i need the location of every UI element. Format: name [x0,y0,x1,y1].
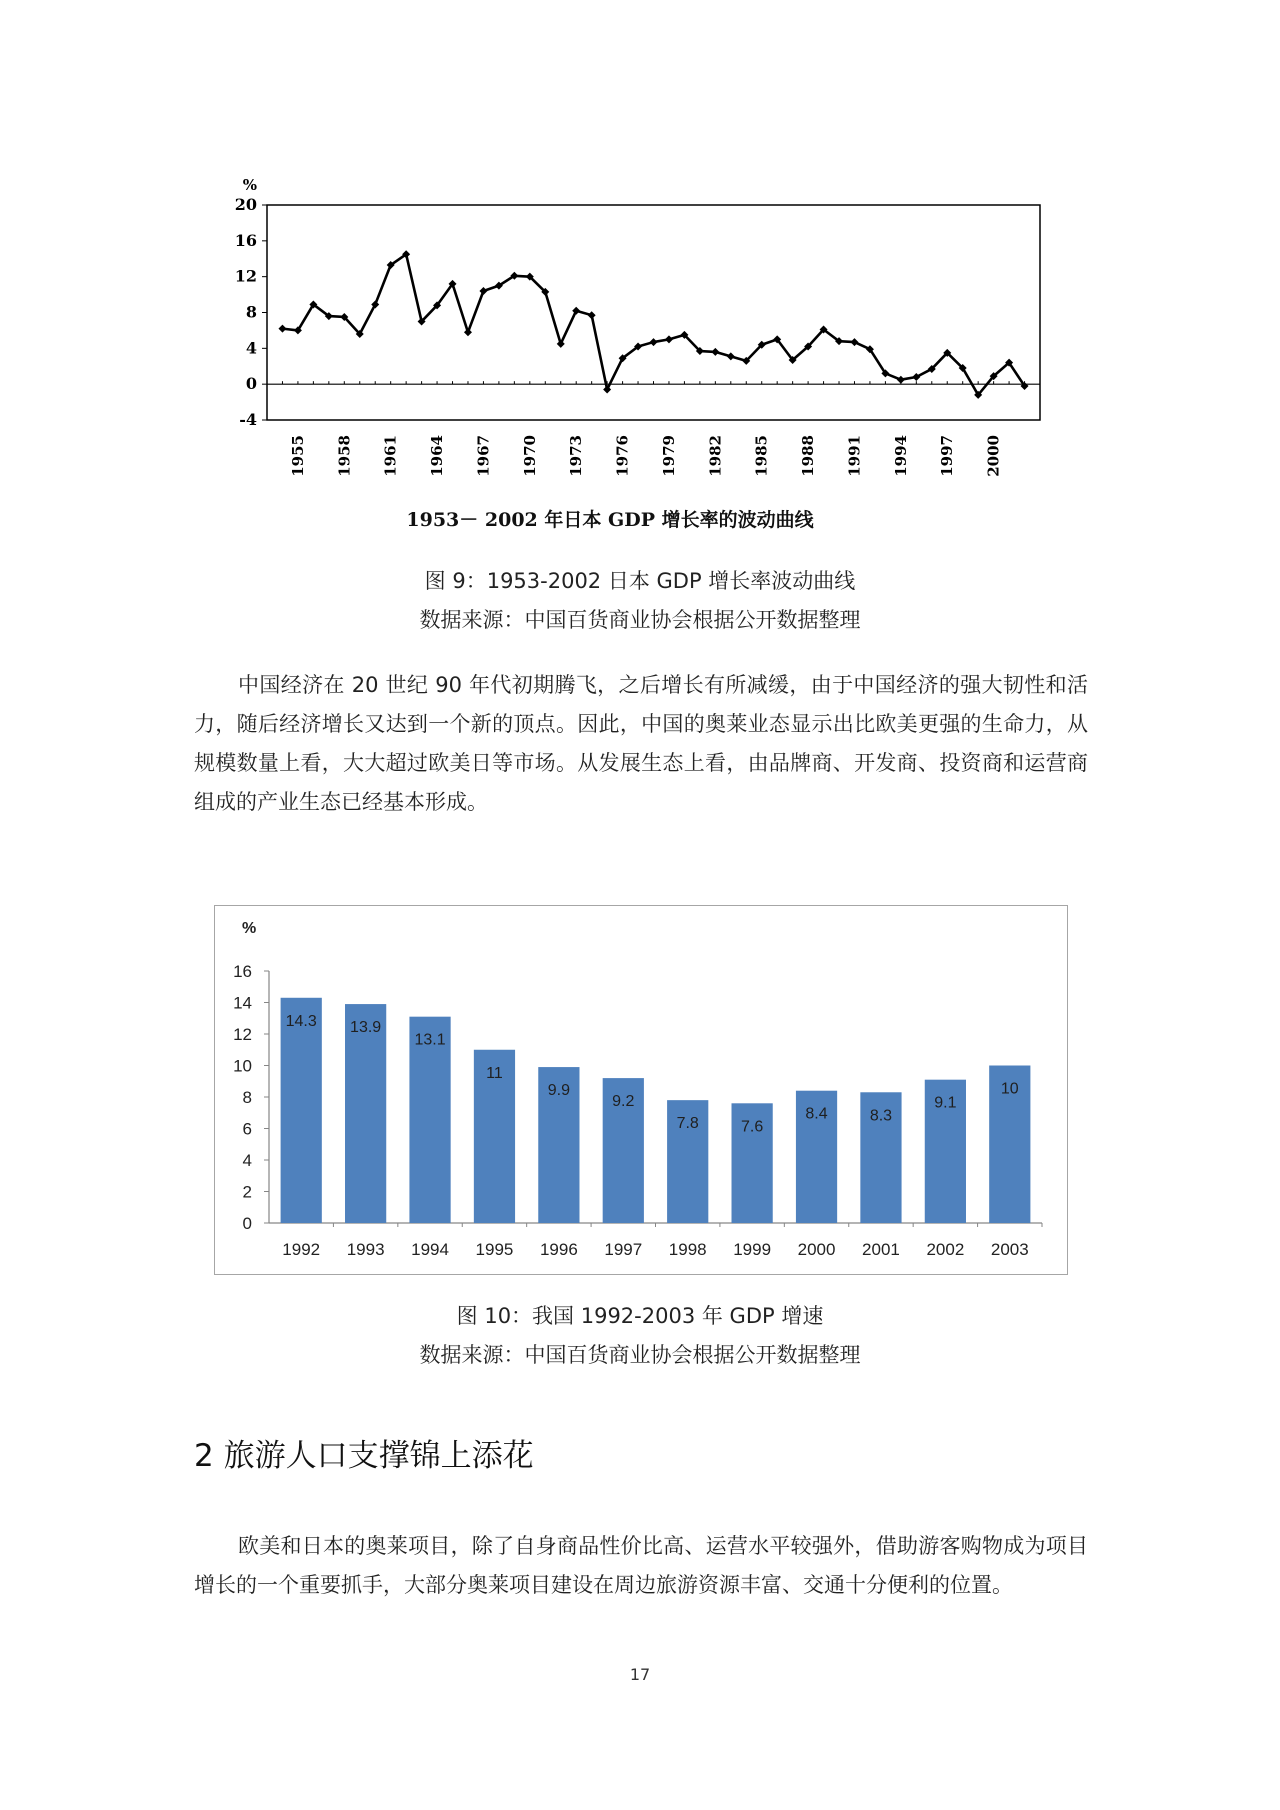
y-tick-label: 14 [233,993,252,1013]
x-tick-label: 1998 [668,1240,707,1259]
x-tick-label: 2002 [926,1240,965,1259]
y-tick-label: 10 [233,1056,252,1076]
x-tick-label: 2001 [862,1240,900,1259]
x-tick-label: 2003 [990,1240,1029,1259]
y-tick-label: 8 [242,1088,252,1107]
bar-value-label: 7.6 [741,1118,764,1136]
y-tick-label: -4 [239,410,257,429]
y-tick-label: 4 [242,1151,252,1170]
bar-value-label: 9.9 [547,1082,570,1100]
data-point [278,325,286,333]
x-tick-label: 1993 [346,1240,385,1259]
figure9-source: 数据来源：中国百货商业协会根据公开数据整理 [419,608,861,632]
y-tick-label: 12 [234,266,257,286]
x-tick-label: 1967 [474,435,493,477]
data-point [727,352,735,360]
x-tick-label: 1992 [282,1240,321,1259]
bar-value-label: 8.4 [805,1105,828,1123]
bar-1993 [345,1004,386,1223]
bar-value-label: 9.2 [612,1093,635,1111]
chart1-title: 1953－ 2002 年日本 GDP 增长率的波动曲线 [406,509,814,531]
x-tick-label: 1976 [613,435,632,477]
y-tick-label: 8 [245,302,257,322]
bar-value-label: 8.3 [869,1107,893,1125]
figure9-caption: 图 9：1953-2002 日本 GDP 增长率波动曲线 [424,569,856,593]
x-tick-label: 1955 [288,435,307,477]
x-tick-label: 1991 [845,435,864,477]
figure10-source: 数据来源：中国百货商业协会根据公开数据整理 [419,1343,861,1367]
y-tick-label: 4 [245,338,257,358]
y-tick-label: 16 [233,962,252,981]
figure10-caption: 图 10：我国 1992-2003 年 GDP 增速 [456,1304,824,1328]
x-tick-label: 1994 [411,1240,449,1259]
y-tick-label: 0 [245,374,257,394]
body-paragraph-1: 中国经济在 20 世纪 90 年代初期腾飞，之后增长有所减缓，由于中国经济的强大韧性和活力，随后经济增长又达到一个新的顶点。因此，中国的奥莱业态显示出比欧美更强的生命力，从规模数量上看，大大超过欧美日等市场。从发展生态上看，由品牌商、开发商、投资商和运营商组成的产业生态已经基本形成。 [194,673,1088,814]
y-tick-label: 20 [234,195,257,214]
x-tick-label: 1997 [938,435,957,477]
bar-value-label: 14.3 [285,1012,317,1030]
data-point [711,348,719,356]
x-tick-label: 1958 [335,435,354,477]
data-point [588,311,596,319]
x-tick-label: 1995 [475,1240,514,1259]
y-tick-label: 6 [242,1119,252,1139]
x-tick-label: 1964 [428,435,447,477]
y-tick-label: 0 [242,1214,252,1233]
chart2-y-unit: % [242,920,257,937]
x-tick-label: 1982 [706,435,725,477]
x-tick-label: 1973 [567,435,586,477]
x-tick-label: 1979 [659,435,678,477]
japan-gdp-line-chart [215,170,1065,500]
bar-value-label: 7.8 [676,1115,699,1133]
data-point [665,335,673,343]
y-tick-label: 16 [234,230,257,250]
body-paragraph-2: 欧美和日本的奥莱项目，除了自身商品性价比高、运营水平较强外，借助游客购物成为项目增长的一个重要抓手，大部分奥莱项目建设在周边旅游资源丰富、交通十分便利的位置。 [194,1534,1088,1597]
y-tick-label: 12 [233,1025,252,1044]
bar-1992 [281,998,322,1223]
bar-value-label: 11 [486,1064,503,1082]
x-tick-label: 1985 [752,435,771,477]
data-point [897,376,905,384]
x-tick-label: 1999 [733,1240,772,1259]
china-gdp-bar-chart [214,905,1068,1275]
data-point [572,307,580,315]
page-number: 17 [629,1665,651,1684]
data-point [850,338,858,346]
x-tick-label: 2000 [984,435,1003,477]
y-tick-label: 2 [242,1182,252,1202]
x-tick-label: 1988 [799,435,818,477]
chart1-points [278,250,1028,399]
x-tick-label: 1961 [381,435,400,477]
x-tick-label: 1997 [604,1240,643,1259]
bar-value-label: 13.1 [414,1031,446,1049]
x-tick-label: 2000 [797,1240,836,1259]
x-tick-label: 1970 [520,435,539,477]
bar-value-label: 10 [1000,1080,1019,1098]
bar-value-label: 9.1 [934,1094,957,1112]
section-heading: 2 旅游人口支撑锦上添花 [194,1438,534,1474]
bar-value-label: 13.9 [350,1019,382,1037]
data-point [479,287,487,295]
x-tick-label: 1996 [539,1240,578,1259]
data-point [650,338,658,346]
gdp-growth-line [282,254,1024,395]
data-point [557,340,565,348]
x-tick-label: 1994 [891,435,910,477]
chart1-y-unit: % [242,176,257,194]
chart1-plot-border [267,205,1040,420]
data-point [464,328,472,336]
